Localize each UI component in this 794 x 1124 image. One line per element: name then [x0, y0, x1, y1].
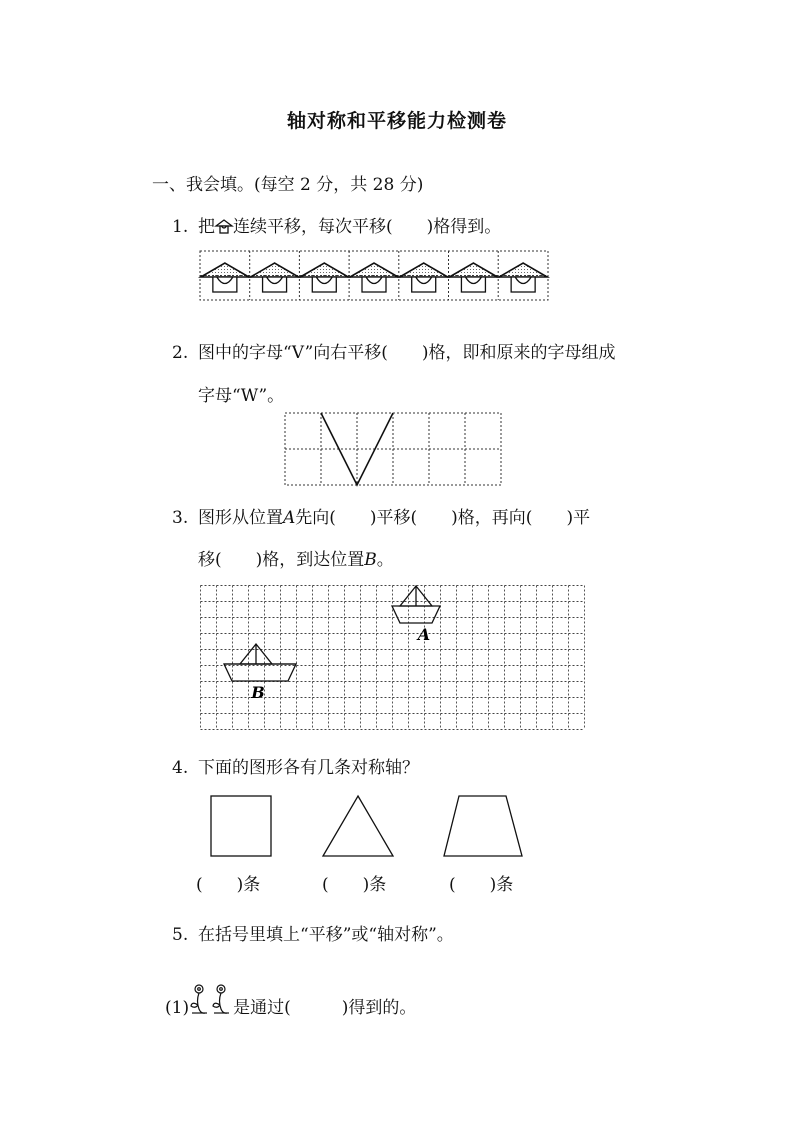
- question-text: 。: [376, 550, 394, 570]
- house-shape: [300, 263, 348, 292]
- boat-label-a: A: [417, 625, 431, 644]
- question-text: 下面的图形各有几条对称轴？: [198, 758, 419, 778]
- position-a-label: A: [283, 508, 296, 528]
- house-shape: [251, 263, 299, 292]
- answer-blank-trapezoid[interactable]: ( )条: [449, 875, 514, 895]
- trapezoid-shape: [443, 795, 523, 857]
- question-number: 2.: [172, 343, 189, 363]
- house-grid: [199, 250, 551, 302]
- question-number: 5.: [172, 925, 189, 945]
- house-shape: [350, 263, 398, 292]
- question-text: 在括号里填上“平移”或“轴对称”。: [198, 925, 454, 945]
- question-3: [172, 503, 590, 528]
- answer-blank-square[interactable]: ( )条: [196, 875, 261, 895]
- question-text: 图中的字母“V”向右平移( )格，即和原来的字母组成: [198, 343, 616, 363]
- answer-blank-triangle[interactable]: ( )条: [322, 875, 387, 895]
- question-5: [172, 920, 454, 945]
- question-text: 图形从位置: [198, 508, 283, 528]
- section-heading: 一、我会填。(每空 2 分，共 28 分): [152, 175, 424, 195]
- triangle-shape: [322, 795, 394, 857]
- house-shape: [400, 263, 448, 292]
- question-5-sub1: [165, 983, 416, 1018]
- v-letter-grid: [284, 412, 504, 486]
- question-text: 先向( )平移( )格，再向( )平: [295, 508, 591, 528]
- house-shape: [201, 263, 249, 292]
- question-2: [172, 338, 616, 363]
- question-4: [172, 753, 419, 778]
- sub-question-number: (1): [165, 998, 190, 1018]
- question-text: 是通过( )得到的。: [233, 998, 417, 1018]
- page-title: 轴对称和平移能力检测卷: [286, 110, 507, 132]
- square-shape: [210, 795, 272, 857]
- boat-label-b: B: [251, 683, 265, 702]
- question-number: 1.: [172, 217, 189, 237]
- house-shape: [499, 263, 547, 292]
- boat-grid: [200, 585, 586, 737]
- question-text-pre: 把: [198, 217, 215, 237]
- question-number: 4.: [172, 758, 189, 778]
- question-text: 移( )格，到达位置: [198, 550, 365, 570]
- question-number: 3.: [172, 508, 189, 528]
- question-text-post: 连续平移，每次平移( )格得到。: [233, 217, 502, 237]
- house-icon: [215, 218, 233, 235]
- question-1: [172, 212, 501, 237]
- question-2-line2: 字母“W”。: [198, 386, 285, 406]
- position-b-label: B: [364, 550, 377, 570]
- house-shape: [449, 263, 497, 292]
- flower-icon: [189, 983, 233, 1017]
- question-3-line2: [198, 545, 394, 570]
